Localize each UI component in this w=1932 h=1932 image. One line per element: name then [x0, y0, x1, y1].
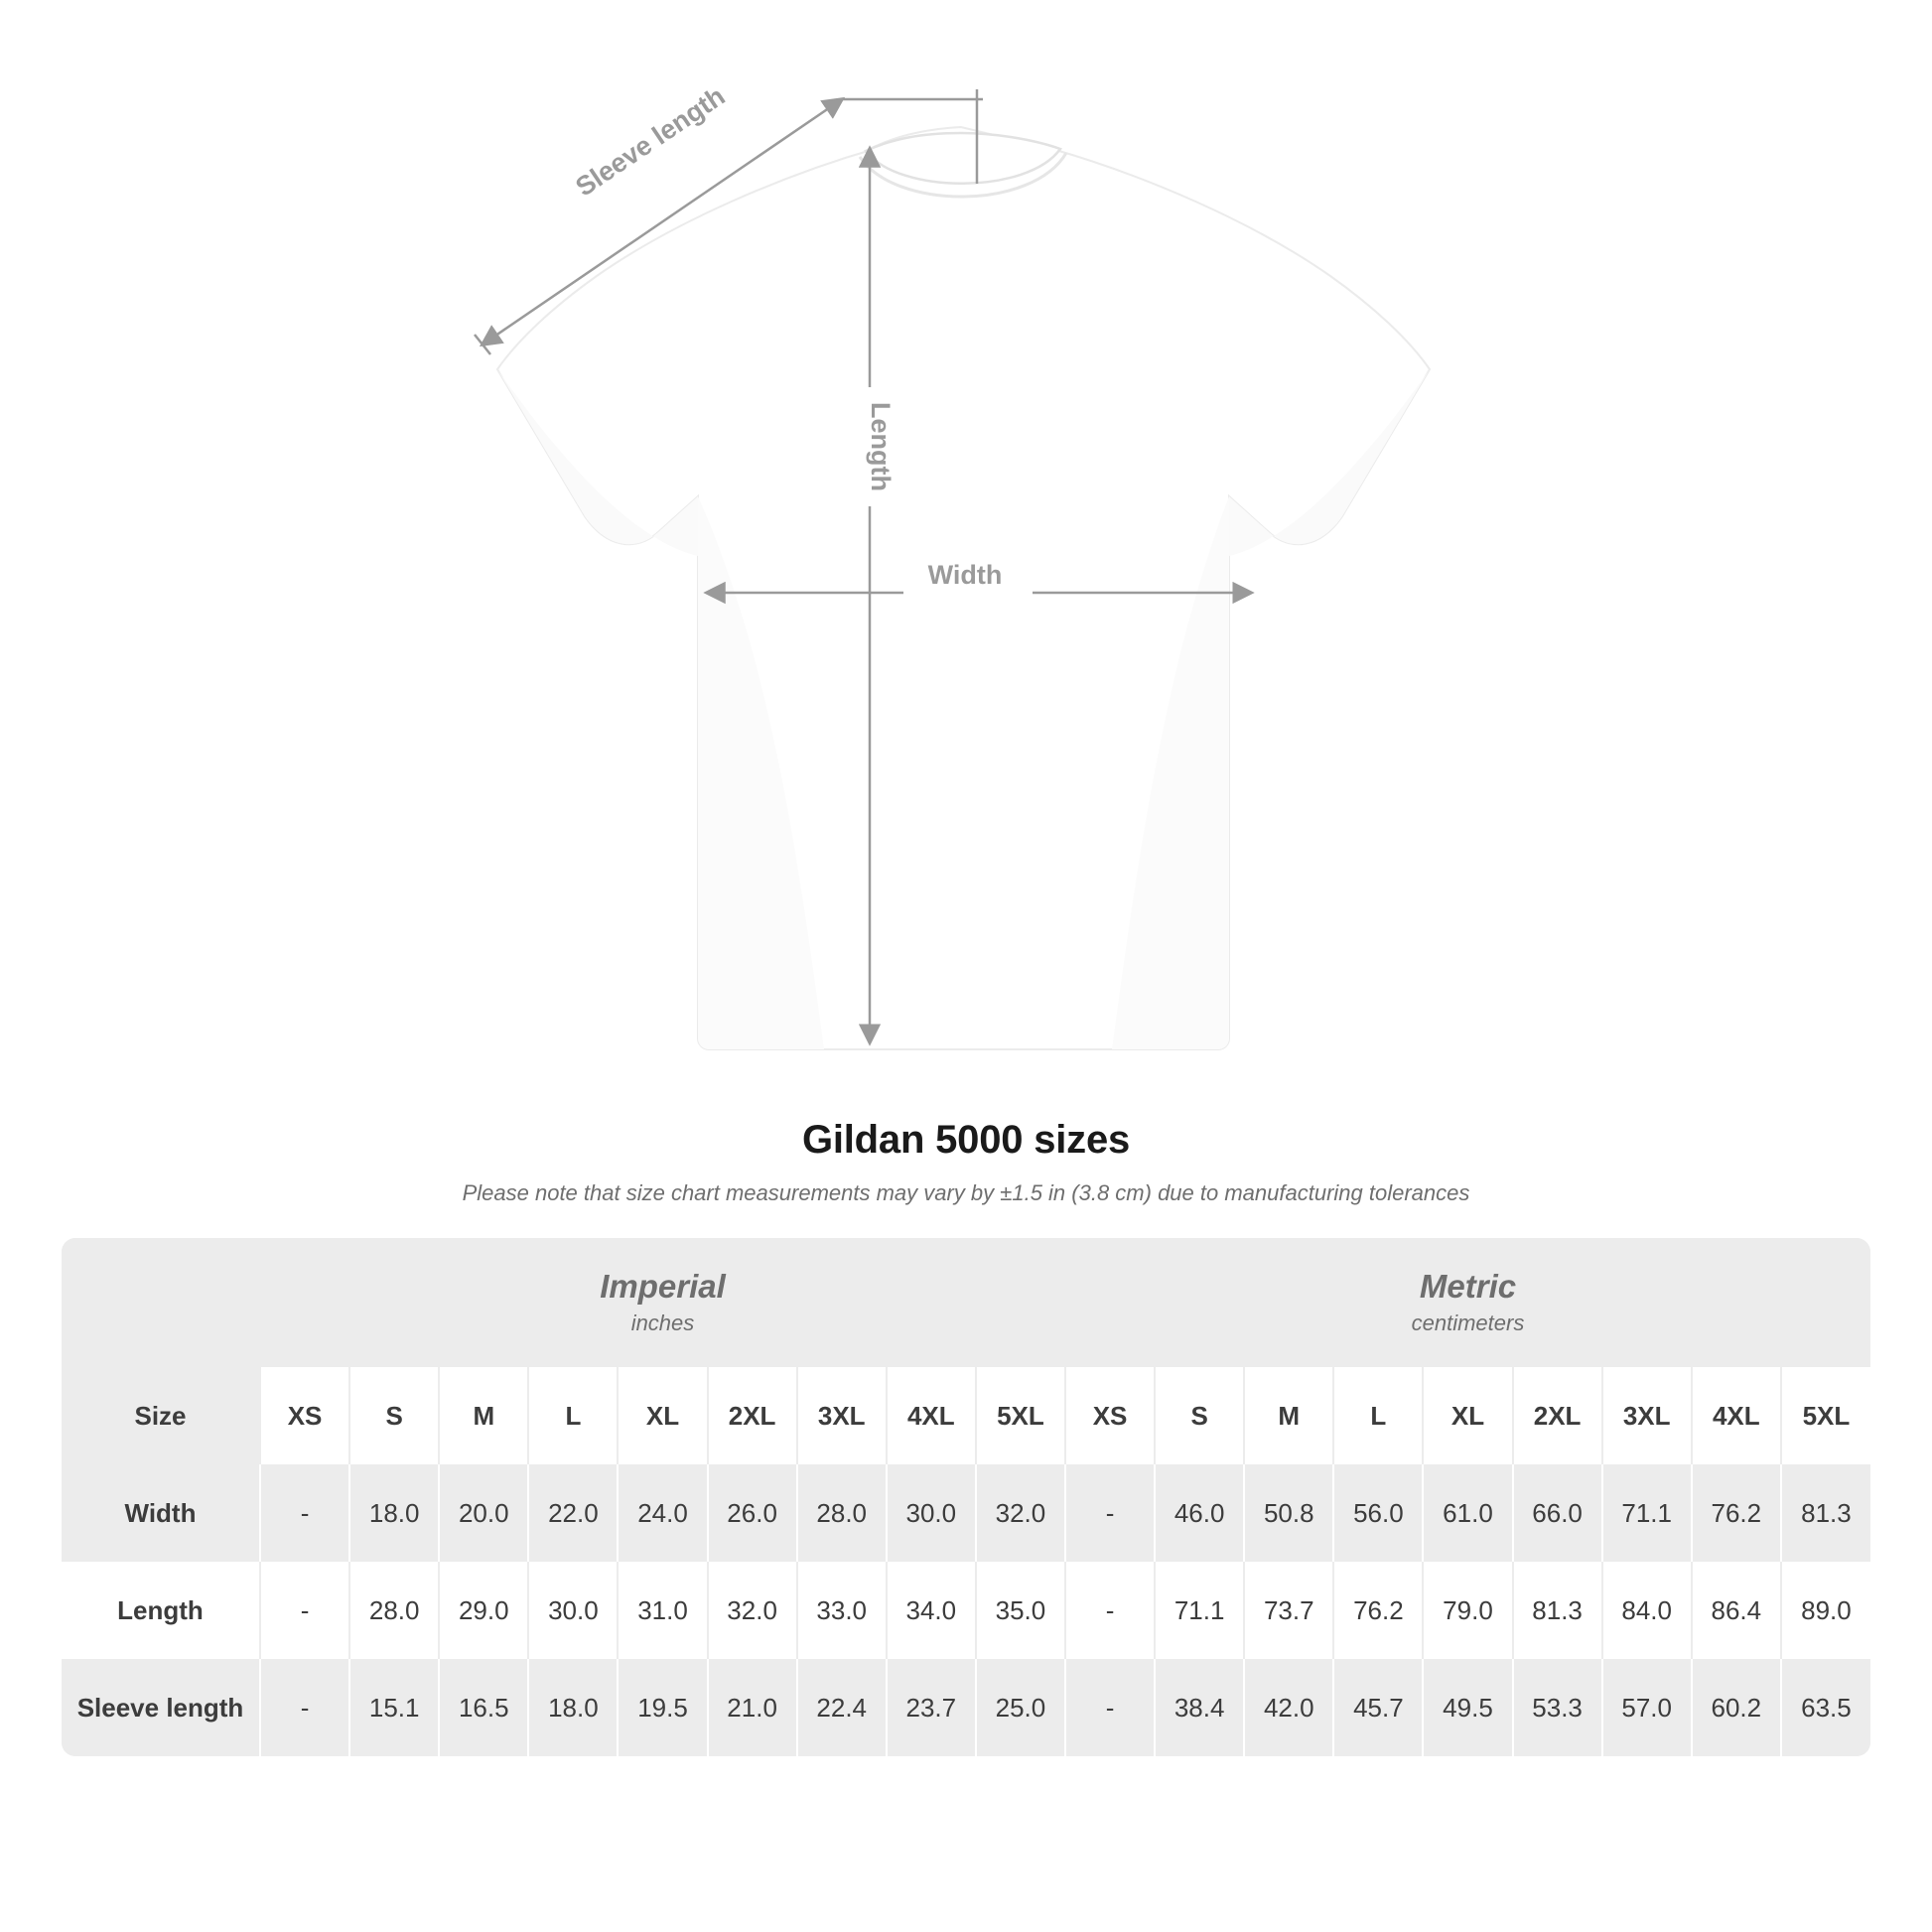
measurement-value: 26.0 [708, 1464, 797, 1562]
size-header-cell: S [349, 1367, 439, 1464]
size-header-cell: XS [260, 1367, 349, 1464]
measurement-value: 76.2 [1333, 1562, 1423, 1659]
measurement-value: 60.2 [1692, 1659, 1781, 1756]
measurement-value: 38.4 [1155, 1659, 1244, 1756]
size-header-cell: S [1155, 1367, 1244, 1464]
measurement-value: 42.0 [1244, 1659, 1333, 1756]
size-header-label: Size [62, 1367, 260, 1464]
unit-group-imperial [260, 1238, 1065, 1367]
measurement-value: 63.5 [1781, 1659, 1870, 1756]
unit-group-name: Imperial [600, 1267, 726, 1305]
size-header-cell: XS [1065, 1367, 1155, 1464]
measurement-value: 66.0 [1513, 1464, 1602, 1562]
measurement-value: 56.0 [1333, 1464, 1423, 1562]
unit-group-units: centimeters [1411, 1311, 1525, 1336]
measurement-value: 24.0 [618, 1464, 707, 1562]
size-header-cell: XL [1423, 1367, 1512, 1464]
size-header-cell: 5XL [976, 1367, 1065, 1464]
measurement-value: 32.0 [976, 1464, 1065, 1562]
size-header-cell: L [1333, 1367, 1423, 1464]
measurement-value: 71.1 [1602, 1464, 1692, 1562]
size-header-cell: 3XL [797, 1367, 887, 1464]
measurement-value: 34.0 [887, 1562, 976, 1659]
measurement-label: Width [62, 1464, 260, 1562]
size-header-row [62, 1367, 1870, 1464]
measurement-value: 22.0 [528, 1464, 618, 1562]
measurement-value: 61.0 [1423, 1464, 1512, 1562]
measurement-value: 16.5 [439, 1659, 528, 1756]
measurement-value: 21.0 [708, 1659, 797, 1756]
table-row [62, 1659, 1870, 1756]
size-header-cell: L [528, 1367, 618, 1464]
unit-group-metric [1065, 1238, 1870, 1367]
measurement-value: 45.7 [1333, 1659, 1423, 1756]
unit-group-units: inches [630, 1311, 695, 1336]
sleeve-length-label: Sleeve length [570, 80, 731, 203]
measurement-value: 18.0 [349, 1464, 439, 1562]
measurement-label: Length [62, 1562, 260, 1659]
width-label: Width [927, 560, 1003, 590]
measurement-value: 81.3 [1513, 1562, 1602, 1659]
measurement-value: 18.0 [528, 1659, 618, 1756]
table-row [62, 1562, 1870, 1659]
measurement-value: 29.0 [439, 1562, 528, 1659]
measurement-value: 28.0 [797, 1464, 887, 1562]
size-header-cell: M [439, 1367, 528, 1464]
measurement-value: - [1065, 1464, 1155, 1562]
measurement-value: 22.4 [797, 1659, 887, 1756]
measurement-value: 49.5 [1423, 1659, 1512, 1756]
measurement-value: - [1065, 1562, 1155, 1659]
measurement-value: 57.0 [1602, 1659, 1692, 1756]
measurement-value: 32.0 [708, 1562, 797, 1659]
page-title: Gildan 5000 sizes [801, 1118, 1131, 1162]
measurement-value: 71.1 [1155, 1562, 1244, 1659]
measurement-value: 19.5 [618, 1659, 707, 1756]
measurement-value: 53.3 [1513, 1659, 1602, 1756]
measurement-value: 23.7 [887, 1659, 976, 1756]
size-header-cell: 5XL [1781, 1367, 1870, 1464]
measurement-value: - [260, 1562, 349, 1659]
measurement-value: 76.2 [1692, 1464, 1781, 1562]
measurement-label: Sleeve length [62, 1659, 260, 1756]
measurement-value: 15.1 [349, 1659, 439, 1756]
size-header-cell: 4XL [1692, 1367, 1781, 1464]
measurement-value: 79.0 [1423, 1562, 1512, 1659]
measurement-value: 81.3 [1781, 1464, 1870, 1562]
table-corner-cell [62, 1238, 260, 1367]
measurement-value: - [260, 1464, 349, 1562]
unit-group-row [62, 1238, 1870, 1367]
unit-group-name: Metric [1419, 1267, 1517, 1305]
size-header-cell: 3XL [1602, 1367, 1692, 1464]
size-header-cell: 2XL [708, 1367, 797, 1464]
measurement-value: - [1065, 1659, 1155, 1756]
size-header-cell: 4XL [887, 1367, 976, 1464]
measurement-value: 84.0 [1602, 1562, 1692, 1659]
measurement-value: 86.4 [1692, 1562, 1781, 1659]
length-label: Length [866, 402, 896, 491]
measurement-value: 89.0 [1781, 1562, 1870, 1659]
measurement-value: 33.0 [797, 1562, 887, 1659]
measurement-value: 25.0 [976, 1659, 1065, 1756]
table-row [62, 1464, 1870, 1562]
measurement-value: 28.0 [349, 1562, 439, 1659]
title-block [0, 1118, 1932, 1206]
size-table [62, 1238, 1870, 1756]
size-header-cell: M [1244, 1367, 1333, 1464]
measurement-value: 35.0 [976, 1562, 1065, 1659]
measurement-value: 73.7 [1244, 1562, 1333, 1659]
measurement-value: - [260, 1659, 349, 1756]
size-table-wrapper [62, 1238, 1870, 1756]
measurement-value: 46.0 [1155, 1464, 1244, 1562]
measurement-value: 30.0 [887, 1464, 976, 1562]
measurement-value: 30.0 [528, 1562, 618, 1659]
measurement-value: 20.0 [439, 1464, 528, 1562]
size-header-cell: XL [618, 1367, 707, 1464]
tolerance-note: Please note that size chart measurements may vary by ±1.5 in (3.8 cm) due to manufacturing tolerances [462, 1180, 1470, 1205]
measurement-value: 50.8 [1244, 1464, 1333, 1562]
size-header-cell: 2XL [1513, 1367, 1602, 1464]
measurement-value: 31.0 [618, 1562, 707, 1659]
